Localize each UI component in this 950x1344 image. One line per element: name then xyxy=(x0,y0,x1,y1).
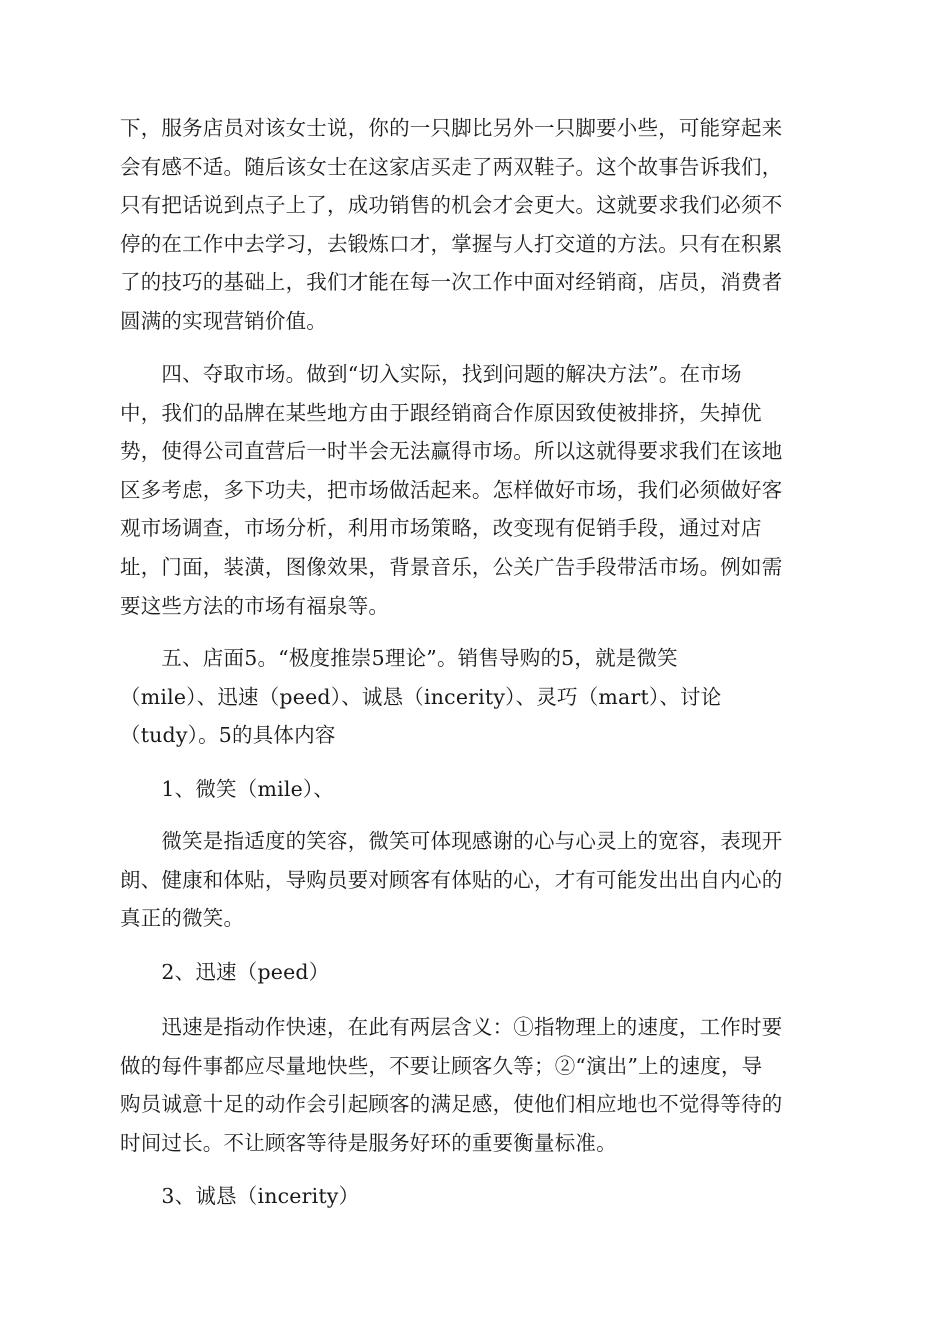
paragraph-section-four-market: 四、夺取市场。做到“切入实际，找到问题的解决方法”。在市场 中，我们的品牌在某些地方由于跟经销商合作原因致使被排挤，失掉优 势，使得公司直营后一时半会无法赢得市场。所以这就得要求我们在该地 区多考虑，多下功夫，把市场做活起来。怎样做好市场，我们必须做好客 观市场调查，市场分析，利用市场策略，改变现有促销手段，通过对店 址，门面，装潢，图像效果，背景音乐，公关广告手段带活市场。例如需 要这些方法的市场有福泉等。 xyxy=(120,362,783,618)
paragraph-smile: 微笑是指适度的笑容，微笑可体现感谢的心与心灵上的宽容，表现开 朗、健康和体贴，导购员要对顾客有体贴的心，才有可能发出出自内心的 真正的微笑。 xyxy=(120,829,783,931)
heading-sincerity: 3、诚恳（incerity） xyxy=(120,1184,360,1208)
paragraph-section-five-store: 五、店面5。“极度推崇5理论”。销售导购的5，就是微笑 （mile）、迅速（peed）、诚恳（incerity）、灵巧（mart）、讨论 （tudy）。5的具体内容 xyxy=(120,646,722,748)
paragraph-speed: 迅速是指动作快速，在此有两层含义：①指物理上的速度，工作时要 做的每件事都应尽量地快些，不要让顾客久等；②“演出”上的速度，导 购员诚意十足的动作会引起顾客的满足感，使他们相应地也不觉得等待的 时间过长。不让顾客等待是服务好环的重要衡量标准。 xyxy=(120,1015,783,1155)
heading-speed: 2、迅速（peed） xyxy=(120,960,330,984)
paragraph-story-conclusion: 下，服务店员对该女士说，你的一只脚比另外一只脚要小些，可能穿起来 会有感不适。随后该女士在这家店买走了两双鞋子。这个故事告诉我们， 只有把话说到点子上了，成功销售的机会才会更大。这就要求我们必须不 停的在工作中去学习，去锻炼口才，掌握与人打交道的方法。只有在积累 了的技巧的基础上，我们才能在每一次工作中面对经销商，店员，消费者 圆满的实现营销价值。 xyxy=(120,116,783,333)
heading-smile: 1、微笑（mile）、 xyxy=(120,777,335,801)
